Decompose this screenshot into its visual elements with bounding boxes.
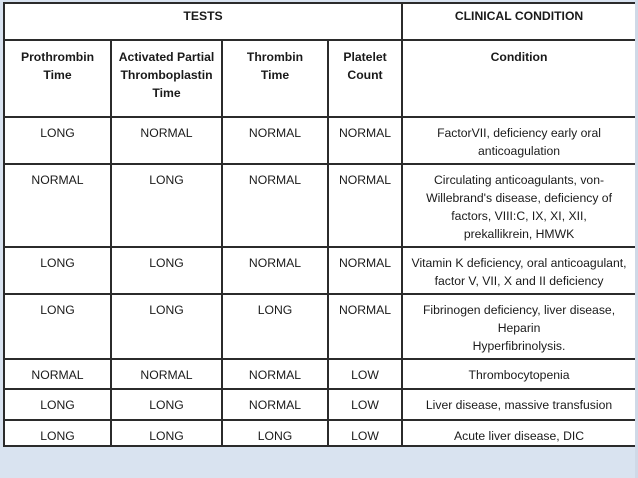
thrombin-time-cell: NORMAL: [222, 117, 328, 164]
condition-cell: [402, 389, 636, 420]
table-row: [4, 389, 636, 420]
aptt-header: [111, 40, 222, 117]
header-line: Thrombin: [246, 50, 304, 64]
condition-line: Acute liver disease, DIC: [454, 429, 585, 443]
thrombin-time-header: [222, 40, 328, 117]
thrombin-time-cell: NORMAL: [222, 164, 328, 247]
condition-cell: [402, 164, 636, 247]
clinical-condition-group-header: CLINICAL CONDITION: [402, 3, 636, 40]
aptt-cell: LONG: [111, 389, 222, 420]
condition-cell: [402, 420, 636, 446]
aptt-cell: LONG: [111, 420, 222, 446]
thrombin-time-cell: LONG: [222, 294, 328, 359]
platelet-count-cell: LOW: [328, 389, 402, 420]
condition-line: Vitamin K deficiency, oral anticoagulant,: [411, 256, 627, 270]
platelet-count-header: [328, 40, 402, 117]
condition-line: Thrombocytopenia: [468, 368, 570, 382]
header-line: Activated Partial: [118, 50, 215, 64]
prothrombin-time-cell: LONG: [4, 420, 111, 446]
prothrombin-time-cell: NORMAL: [4, 359, 111, 389]
table-row: [4, 247, 636, 294]
prothrombin-time-cell: LONG: [4, 247, 111, 294]
tests-group-header: TESTS: [4, 3, 402, 40]
header-line: Time: [260, 68, 290, 82]
platelet-count-cell: NORMAL: [328, 247, 402, 294]
condition-cell: [402, 247, 636, 294]
platelet-count-cell: LOW: [328, 420, 402, 446]
aptt-cell: NORMAL: [111, 359, 222, 389]
table-row: [4, 359, 636, 389]
aptt-cell: LONG: [111, 164, 222, 247]
platelet-count-cell: NORMAL: [328, 294, 402, 359]
table-column-header-row: [4, 40, 636, 117]
thrombin-time-cell: NORMAL: [222, 389, 328, 420]
condition-line: Liver disease, massive transfusion: [425, 398, 613, 412]
platelet-count-cell: NORMAL: [328, 117, 402, 164]
platelet-count-cell: NORMAL: [328, 164, 402, 247]
prothrombin-time-header: [4, 40, 111, 117]
header-line: Prothrombin: [20, 50, 95, 64]
condition-line: Hyperfibrinolysis.: [472, 339, 566, 353]
condition-line: Willebrand's disease, deficiency of: [426, 191, 612, 205]
table-top-header-row: [4, 3, 636, 40]
platelet-count-cell: LOW: [328, 359, 402, 389]
header-line: Time: [152, 86, 181, 100]
condition-cell: [402, 359, 636, 389]
aptt-cell: LONG: [111, 294, 222, 359]
thrombin-time-cell: NORMAL: [222, 359, 328, 389]
header-line: Count: [347, 68, 383, 82]
condition-line: Circulating anticoagulants, von-: [434, 173, 605, 187]
condition-line: Fibrinogen deficiency, liver disease,: [422, 303, 616, 317]
header-line: Thromboplastin: [120, 68, 213, 82]
condition-line: Heparin: [497, 321, 541, 335]
coagulation-tests-table: [3, 2, 637, 447]
table-row: [4, 164, 636, 247]
header-line: Condition: [490, 50, 548, 64]
table-row: [4, 117, 636, 164]
aptt-cell: NORMAL: [111, 117, 222, 164]
condition-line: prekallikrein, HMWK: [463, 227, 575, 241]
prothrombin-time-cell: NORMAL: [4, 164, 111, 247]
condition-line: factors, VIII:C, IX, XI, XII,: [451, 209, 587, 223]
condition-cell: [402, 294, 636, 359]
prothrombin-time-cell: LONG: [4, 117, 111, 164]
condition-line: FactorVII, deficiency early oral: [437, 126, 601, 140]
table-row: [4, 294, 636, 359]
thrombin-time-cell: NORMAL: [222, 247, 328, 294]
prothrombin-time-cell: LONG: [4, 294, 111, 359]
aptt-cell: LONG: [111, 247, 222, 294]
condition-cell: [402, 117, 636, 164]
condition-line: anticoagulation: [478, 144, 561, 158]
condition-line: factor V, VII, X and II deficiency: [434, 274, 604, 288]
condition-header: [402, 40, 636, 117]
prothrombin-time-cell: LONG: [4, 389, 111, 420]
header-line: Time: [43, 68, 72, 82]
header-line: Platelet: [343, 50, 387, 64]
table-row: [4, 420, 636, 446]
thrombin-time-cell: LONG: [222, 420, 328, 446]
